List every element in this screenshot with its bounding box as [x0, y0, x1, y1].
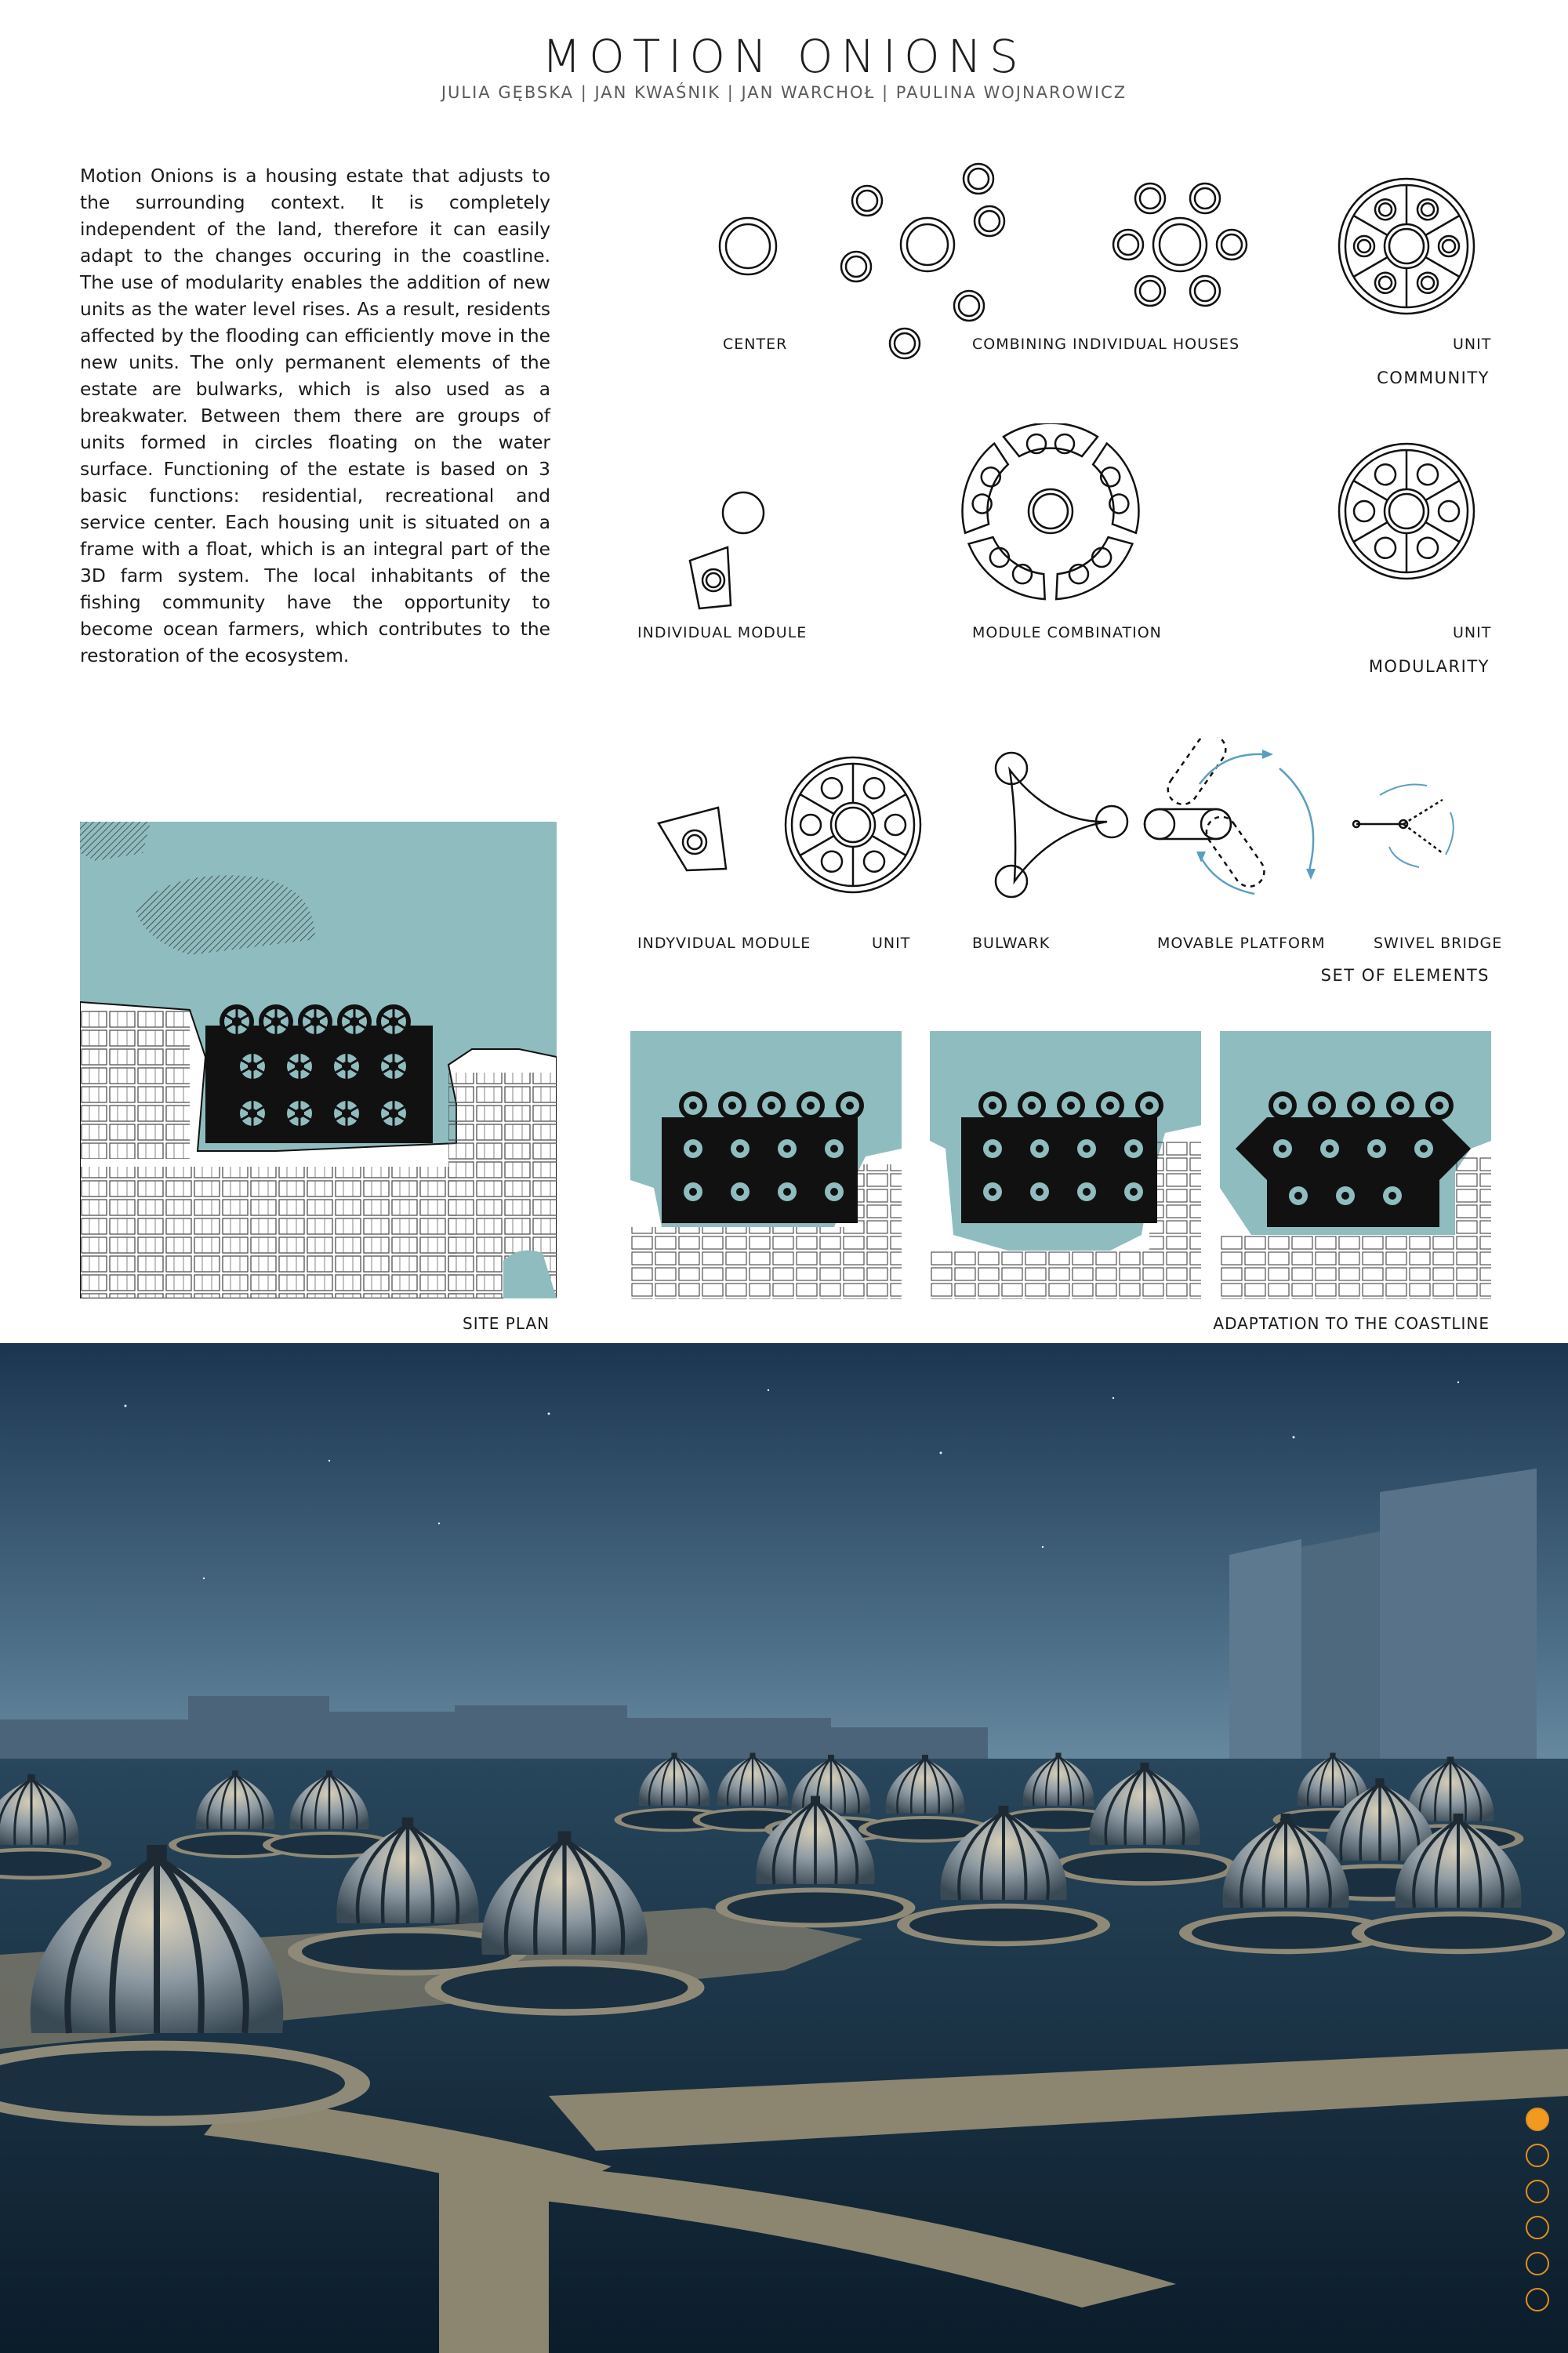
label-modularity-unit: UNIT: [1453, 624, 1492, 641]
poster-title: MOTION ONIONS: [542, 30, 1026, 83]
label-community-unit: UNIT: [1453, 336, 1492, 353]
modularity-diagrams: [643, 423, 1505, 627]
adaptation-map-1: [630, 1031, 902, 1299]
label-movable-platform: MOVABLE PLATFORM: [1157, 935, 1326, 952]
section-community: COMMUNITY: [1377, 369, 1490, 387]
caption-adaptation: ADAPTATION TO THE COASTLINE: [1213, 1314, 1490, 1333]
site-plan-map: [80, 822, 557, 1298]
label-individual-module: INDIVIDUAL MODULE: [637, 624, 808, 641]
label-center: CENTER: [723, 336, 788, 353]
label-swivel-bridge: SWIVEL BRIDGE: [1374, 935, 1503, 952]
pager-dot-6[interactable]: [1526, 2288, 1549, 2311]
pager-dot-2[interactable]: [1526, 2144, 1549, 2167]
authors-line: JULIA GĘBSKA | JAN KWAŚNIK | JAN WARCHOŁ | PAULINA WOJNAROWICZ: [441, 83, 1127, 102]
night-rendering: [0, 1343, 1568, 2353]
section-modularity: MODULARITY: [1368, 657, 1490, 676]
pager-dot-5[interactable]: [1526, 2252, 1549, 2275]
pager-dot-4[interactable]: [1526, 2216, 1549, 2239]
adaptation-map-3: [1220, 1031, 1491, 1299]
adaptation-map-2: [930, 1031, 1201, 1299]
label-combining-houses: COMBINING INDIVIDUAL HOUSES: [972, 336, 1240, 353]
pager-dot-1[interactable]: [1526, 2108, 1549, 2131]
label-module-combination: MODULE COMBINATION: [972, 624, 1162, 641]
pager-dot-3[interactable]: [1526, 2180, 1549, 2203]
label-indyvidual-module: INDYVIDUAL MODULE: [637, 935, 811, 952]
label-bulwark: BULWARK: [972, 935, 1051, 952]
caption-site-plan: SITE PLAN: [463, 1314, 550, 1333]
intro-paragraph: Motion Onions is a housing estate that adjusts to the surrounding context. It is completely independent of the land, therefore it can easily adapt to the changes occuring in the coastline. The use of modularity enables the addition of new units as the water level rises. As a result, residents affected by the flooding can efficiently move in the new units. The only permanent elements of the estate are bulwarks, which is also used as a breakwater. Between them there are groups of units formed in circles floating on the water surface. Functioning of the estate is based on 3 basic functions: residential, recreational and service center. Each housing unit is situated on a frame with a float, which is an integral part of the 3D farm system. The local inhabitants of the fishing community have the opportunity to become ocean farmers, which contributes to the restoration of the ecosystem.: [80, 165, 550, 666]
label-elements-unit: UNIT: [872, 935, 911, 952]
elements-diagrams: [643, 737, 1505, 917]
section-set-of-elements: SET OF ELEMENTS: [1320, 966, 1490, 985]
